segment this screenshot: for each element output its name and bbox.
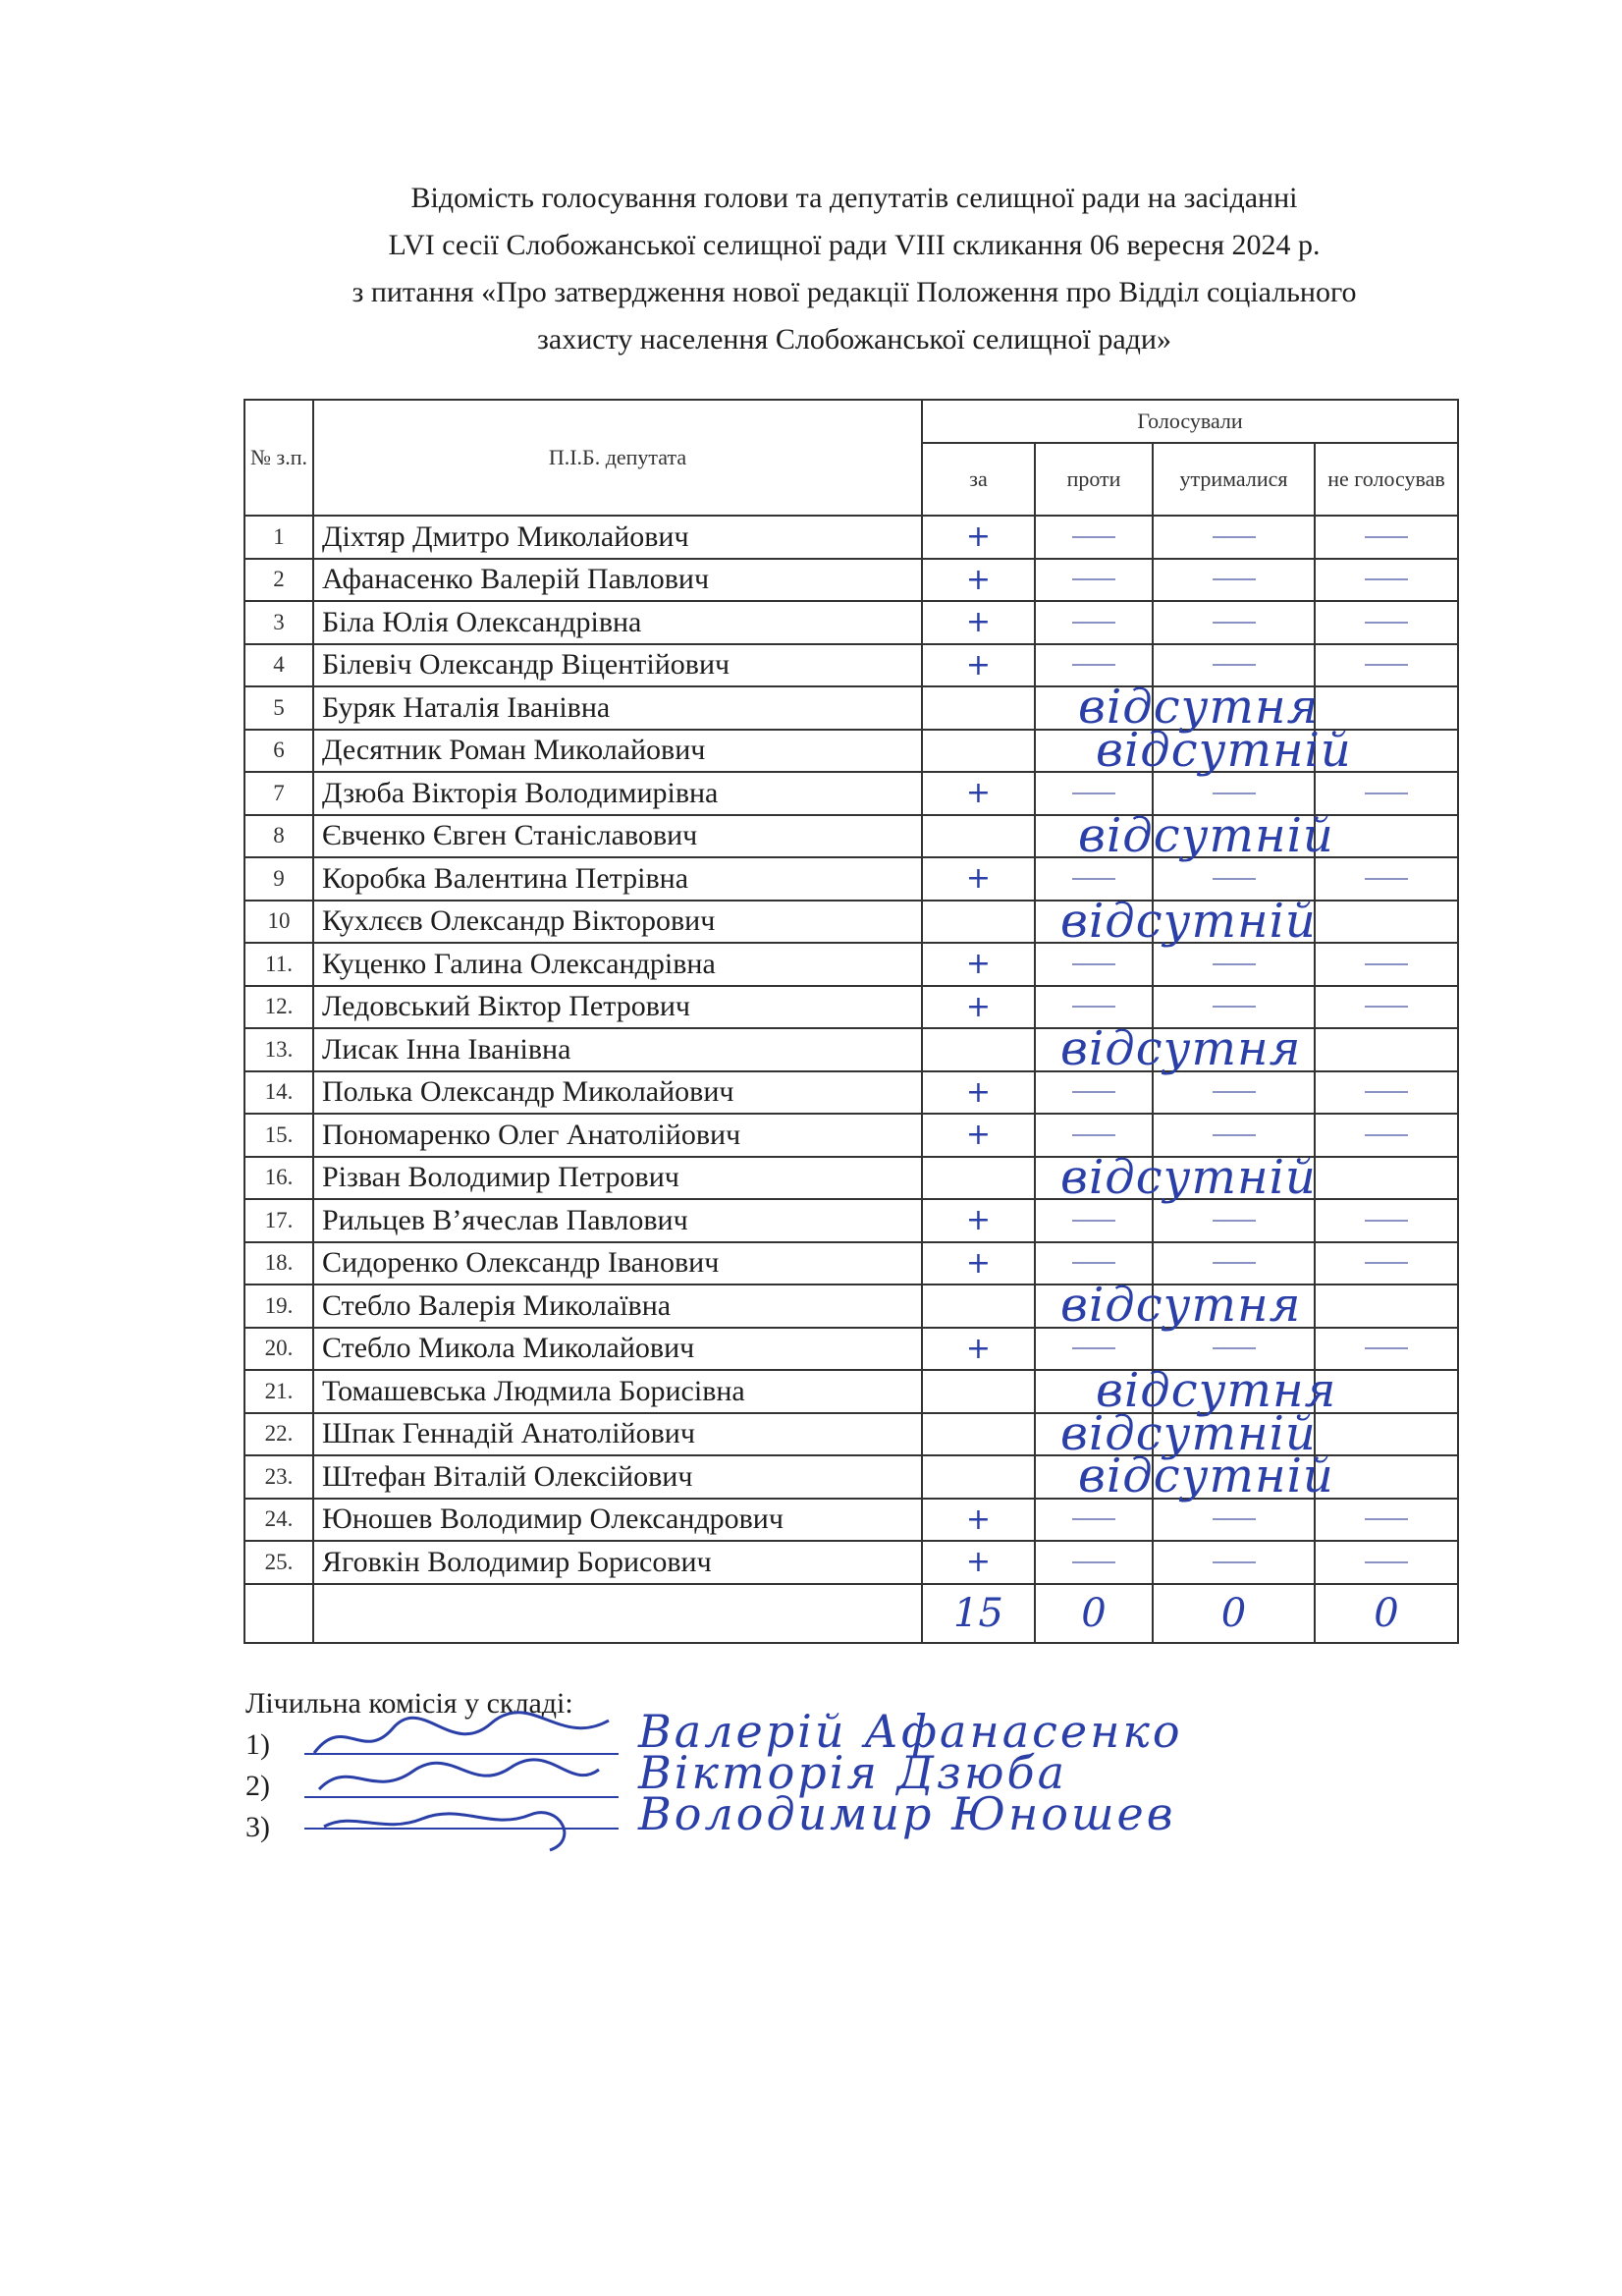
absent-handwritten-note: відсутній — [1096, 722, 1352, 778]
table-row — [244, 601, 1458, 644]
table-row — [244, 559, 1458, 602]
vote-cell-not-voted — [1315, 857, 1458, 901]
dash-mark — [1365, 1134, 1408, 1136]
deputy-name: Діхтяр Дмитро Миколайович — [313, 516, 922, 559]
vote-cell-abstained — [1153, 559, 1315, 602]
vote-cell-for — [922, 686, 1035, 730]
vote-cell-not-voted — [1315, 730, 1458, 773]
vote-cell-abstained — [1153, 1499, 1315, 1542]
vote-cell-for — [922, 1541, 1035, 1584]
vote-cell-for — [922, 1455, 1035, 1499]
vote-cell-for — [922, 601, 1035, 644]
header-abstained: утрималися — [1153, 443, 1315, 516]
vote-cell-not-voted — [1315, 1157, 1458, 1200]
dash-mark — [1365, 622, 1408, 624]
dash-mark — [1213, 1347, 1256, 1349]
vote-cell-against — [1035, 559, 1153, 602]
vote-cell-for — [922, 815, 1035, 858]
absent-handwritten-note: відсутня — [1060, 1278, 1302, 1333]
dash-mark — [1213, 1134, 1256, 1136]
voting-table — [243, 399, 1459, 1644]
vote-cell-abstained — [1153, 1114, 1315, 1157]
vote-cell-against — [1035, 772, 1153, 815]
vote-cell-not-voted — [1315, 1328, 1458, 1371]
table-row — [244, 1071, 1458, 1115]
vote-cell-for — [922, 901, 1035, 944]
table-row — [244, 644, 1458, 687]
absent-handwritten-note: відсутній — [1060, 1405, 1317, 1461]
dash-mark — [1072, 878, 1115, 880]
dash-mark — [1213, 1262, 1256, 1264]
vote-cell-abstained — [1153, 1455, 1315, 1499]
vote-cell-not-voted — [1315, 1071, 1458, 1115]
dash-mark — [1072, 1134, 1115, 1136]
table-row — [244, 1157, 1458, 1200]
row-number: 14. — [244, 1071, 313, 1115]
vote-cell-for — [922, 1370, 1035, 1413]
vote-cell-abstained — [1153, 772, 1315, 815]
vote-cell-for — [922, 986, 1035, 1029]
table-row — [244, 1370, 1458, 1413]
deputy-name: Сидоренко Олександр Іванович — [313, 1242, 922, 1285]
plus-mark: + — [965, 562, 992, 597]
table-row — [244, 1028, 1458, 1071]
table-row — [244, 772, 1458, 815]
vote-cell-against — [1035, 1413, 1153, 1456]
absent-handwritten-note: відсутній — [1060, 1149, 1317, 1205]
dash-mark — [1365, 1561, 1408, 1563]
deputy-name: Лисак Інна Іванівна — [313, 1028, 922, 1071]
plus-mark: + — [965, 1331, 992, 1366]
member-signature: Вікторія Дзюба — [638, 1746, 1068, 1799]
dash-mark — [1213, 1561, 1256, 1563]
dash-mark — [1365, 1006, 1408, 1008]
row-number: 10 — [244, 901, 313, 944]
vote-cell-not-voted — [1315, 644, 1458, 687]
row-number: 17. — [244, 1199, 313, 1242]
absent-handwritten-note: відсутній — [1078, 1449, 1334, 1503]
deputy-name: Дзюба Вікторія Володимирівна — [313, 772, 922, 815]
vote-cell-not-voted — [1315, 1199, 1458, 1242]
header-voted: Голосували — [922, 400, 1458, 443]
row-number: 6 — [244, 730, 313, 773]
dash-mark — [1365, 1091, 1408, 1093]
member-index: 3) — [245, 1811, 270, 1843]
vote-cell-for — [922, 559, 1035, 602]
table-row — [244, 901, 1458, 944]
vote-cell-against — [1035, 730, 1153, 773]
vote-cell-against — [1035, 1455, 1153, 1499]
deputy-name: Десятник Роман Миколайович — [313, 730, 922, 773]
vote-cell-not-voted — [1315, 901, 1458, 944]
deputy-name: Рильцев В’ячеслав Павлович — [313, 1199, 922, 1242]
heading-line-1: Відомість голосування голови та депутатів селищної ради на засіданні — [410, 182, 1298, 214]
deputy-name: Біла Юлія Олександрівна — [313, 601, 922, 644]
vote-cell-for — [922, 1413, 1035, 1456]
deputy-name: Стебло Валерія Миколаївна — [313, 1285, 922, 1328]
vote-cell-for — [922, 943, 1035, 986]
row-number: 1 — [244, 516, 313, 559]
dash-mark — [1072, 1220, 1115, 1222]
dash-mark — [1072, 793, 1115, 794]
table-row — [244, 1541, 1458, 1584]
vote-cell-abstained — [1153, 1285, 1315, 1328]
vote-cell-for — [922, 857, 1035, 901]
header-number: № з.п. — [244, 400, 313, 516]
total-for: 15 — [922, 1584, 1035, 1643]
deputy-name: Томашевська Людмила Борисівна — [313, 1370, 922, 1413]
dash-mark — [1072, 1091, 1115, 1093]
deputy-name: Куценко Галина Олександрівна — [313, 943, 922, 986]
header-against: проти — [1035, 443, 1153, 516]
plus-mark: + — [965, 1502, 992, 1537]
dash-mark — [1213, 536, 1256, 538]
vote-cell-against — [1035, 901, 1153, 944]
member-signature: Валерій Афанасенко — [638, 1705, 1183, 1758]
table-row — [244, 730, 1458, 773]
dash-mark — [1213, 963, 1256, 965]
vote-cell-not-voted — [1315, 943, 1458, 986]
dash-mark — [1213, 664, 1256, 666]
dash-mark — [1072, 1006, 1115, 1008]
vote-cell-against — [1035, 943, 1153, 986]
table-row — [244, 857, 1458, 901]
vote-cell-abstained — [1153, 901, 1315, 944]
vote-cell-abstained — [1153, 516, 1315, 559]
vote-cell-not-voted — [1315, 516, 1458, 559]
header-for: за — [922, 443, 1035, 516]
deputy-name: Яговкін Володимир Борисович — [313, 1541, 922, 1584]
vote-cell-not-voted — [1315, 815, 1458, 858]
vote-cell-abstained — [1153, 730, 1315, 773]
vote-cell-not-voted — [1315, 1242, 1458, 1285]
plus-mark: + — [965, 647, 992, 683]
row-number: 11. — [244, 943, 313, 986]
vote-cell-against — [1035, 1028, 1153, 1071]
plus-mark: + — [965, 519, 992, 555]
vote-cell-for — [922, 1499, 1035, 1542]
vote-cell-for — [922, 1199, 1035, 1242]
commission-member — [245, 1787, 1176, 1848]
table-row — [244, 1242, 1458, 1285]
signature-scribble — [304, 1791, 619, 1860]
member-signature: Володимир Юношев — [638, 1787, 1176, 1840]
vote-cell-against — [1035, 644, 1153, 687]
vote-cell-abstained — [1153, 986, 1315, 1029]
vote-cell-not-voted — [1315, 559, 1458, 602]
vote-cell-for — [922, 1071, 1035, 1115]
vote-cell-abstained — [1153, 1071, 1315, 1115]
deputy-name: Буряк Наталія Іванівна — [313, 686, 922, 730]
vote-cell-against — [1035, 986, 1153, 1029]
total-against: 0 — [1035, 1584, 1153, 1643]
heading-line-3: з питання «Про затвердження нової редакції Положення про Відділ соціального — [351, 276, 1357, 308]
vote-cell-against — [1035, 601, 1153, 644]
vote-cell-for — [922, 644, 1035, 687]
plus-mark: + — [965, 1118, 992, 1153]
vote-cell-against — [1035, 1071, 1153, 1115]
row-number: 4 — [244, 644, 313, 687]
plus-mark: + — [965, 1203, 992, 1238]
vote-cell-abstained — [1153, 815, 1315, 858]
vote-cell-abstained — [1153, 1028, 1315, 1071]
dash-mark — [1072, 664, 1115, 666]
deputy-name: Євченко Євген Станіславович — [313, 815, 922, 858]
dash-mark — [1365, 793, 1408, 794]
deputy-name: Шпак Геннадій Анатолійович — [313, 1413, 922, 1456]
row-number: 7 — [244, 772, 313, 815]
table-row — [244, 1328, 1458, 1371]
table-row — [244, 1199, 1458, 1242]
vote-cell-not-voted — [1315, 1028, 1458, 1071]
vote-cell-for — [922, 1285, 1035, 1328]
vote-cell-abstained — [1153, 857, 1315, 901]
dash-mark — [1365, 1518, 1408, 1520]
total-abstained: 0 — [1153, 1584, 1315, 1643]
dash-mark — [1072, 963, 1115, 965]
table-row — [244, 516, 1458, 559]
vote-cell-abstained — [1153, 1328, 1315, 1371]
dash-mark — [1213, 1518, 1256, 1520]
deputy-name: Пономаренко Олег Анатолійович — [313, 1114, 922, 1157]
row-number: 16. — [244, 1157, 313, 1200]
vote-cell-not-voted — [1315, 601, 1458, 644]
vote-cell-against — [1035, 1499, 1153, 1542]
row-number: 5 — [244, 686, 313, 730]
plus-mark: + — [965, 989, 992, 1024]
dash-mark — [1072, 1561, 1115, 1563]
dash-mark — [1365, 1262, 1408, 1264]
vote-cell-not-voted — [1315, 1455, 1458, 1499]
vote-cell-against — [1035, 1328, 1153, 1371]
dash-mark — [1072, 1347, 1115, 1349]
vote-cell-abstained — [1153, 1157, 1315, 1200]
vote-cell-not-voted — [1315, 1499, 1458, 1542]
table-row — [244, 686, 1458, 730]
member-index: 1) — [245, 1728, 270, 1761]
vote-cell-not-voted — [1315, 772, 1458, 815]
deputy-name: Юношев Володимир Олександрович — [313, 1499, 922, 1542]
deputy-name: Афанасенко Валерій Павлович — [313, 559, 922, 602]
vote-cell-for — [922, 1157, 1035, 1200]
plus-mark: + — [965, 1245, 992, 1281]
table-row — [244, 943, 1458, 986]
document-heading — [245, 175, 1463, 363]
vote-cell-against — [1035, 815, 1153, 858]
deputy-name: Різван Володимир Петрович — [313, 1157, 922, 1200]
dash-mark — [1213, 1220, 1256, 1222]
dash-mark — [1213, 878, 1256, 880]
table-body — [244, 516, 1458, 1584]
vote-cell-not-voted — [1315, 1285, 1458, 1328]
plus-mark: + — [965, 776, 992, 811]
row-number: 3 — [244, 601, 313, 644]
deputy-name: Кухлєєв Олександр Вікторович — [313, 901, 922, 944]
commission-label: Лічильна комісія у складі: — [245, 1687, 573, 1720]
dash-mark — [1365, 878, 1408, 880]
heading-line-4: захисту населення Слобожанської селищної ради» — [537, 323, 1171, 355]
vote-cell-against — [1035, 1157, 1153, 1200]
dash-mark — [1072, 536, 1115, 538]
vote-cell-abstained — [1153, 686, 1315, 730]
dash-mark — [1213, 622, 1256, 624]
table-row — [244, 986, 1458, 1029]
row-number: 15. — [244, 1114, 313, 1157]
vote-cell-for — [922, 1242, 1035, 1285]
row-number: 21. — [244, 1370, 313, 1413]
dash-mark — [1072, 1262, 1115, 1264]
vote-cell-against — [1035, 857, 1153, 901]
table-row — [244, 1114, 1458, 1157]
vote-cell-for — [922, 1328, 1035, 1371]
row-number: 20. — [244, 1328, 313, 1371]
vote-cell-abstained — [1153, 1413, 1315, 1456]
deputy-name: Ледовський Віктор Петрович — [313, 986, 922, 1029]
row-number: 2 — [244, 559, 313, 602]
deputy-name: Стебло Микола Миколайович — [313, 1328, 922, 1371]
vote-cell-for — [922, 1114, 1035, 1157]
dash-mark — [1365, 578, 1408, 580]
plus-mark: + — [965, 947, 992, 982]
absent-handwritten-note: відсутній — [1078, 807, 1334, 863]
deputy-name: Коробка Валентина Петрівна — [313, 857, 922, 901]
vote-cell-for — [922, 516, 1035, 559]
vote-cell-against — [1035, 1285, 1153, 1328]
vote-cell-for — [922, 1028, 1035, 1071]
vote-cell-against — [1035, 1242, 1153, 1285]
deputy-name: Полька Олександр Миколайович — [313, 1071, 922, 1115]
row-number: 8 — [244, 815, 313, 858]
row-number: 22. — [244, 1413, 313, 1456]
header-deputy-name: П.І.Б. депутата — [313, 400, 922, 516]
absent-handwritten-note: відсутній — [1060, 893, 1317, 949]
deputy-name: Білевіч Олександр Віцентійович — [313, 644, 922, 687]
table-row — [244, 1285, 1458, 1328]
dash-mark — [1365, 536, 1408, 538]
vote-cell-not-voted — [1315, 986, 1458, 1029]
plus-mark: + — [965, 861, 992, 897]
dash-mark — [1072, 578, 1115, 580]
row-number: 19. — [244, 1285, 313, 1328]
vote-cell-against — [1035, 686, 1153, 730]
vote-cell-not-voted — [1315, 1114, 1458, 1157]
row-number: 24. — [244, 1499, 313, 1542]
vote-cell-abstained — [1153, 1370, 1315, 1413]
member-index: 2) — [245, 1770, 270, 1802]
dash-mark — [1365, 1347, 1408, 1349]
dash-mark — [1213, 1006, 1256, 1008]
vote-cell-abstained — [1153, 1541, 1315, 1584]
vote-cell-not-voted — [1315, 686, 1458, 730]
plus-mark: + — [965, 605, 992, 640]
vote-cell-for — [922, 772, 1035, 815]
row-number: 9 — [244, 857, 313, 901]
vote-cell-for — [922, 730, 1035, 773]
vote-cell-against — [1035, 1199, 1153, 1242]
vote-cell-not-voted — [1315, 1370, 1458, 1413]
plus-mark: + — [965, 1074, 992, 1110]
heading-line-2: LVI сесії Слобожанської селищної ради VIII скликання 06 вересня 2024 р. — [388, 229, 1321, 261]
vote-cell-against — [1035, 1114, 1153, 1157]
vote-cell-not-voted — [1315, 1541, 1458, 1584]
vote-cell-abstained — [1153, 1199, 1315, 1242]
header-not-voted: не голосував — [1315, 443, 1458, 516]
vote-cell-not-voted — [1315, 1413, 1458, 1456]
vote-cell-against — [1035, 1541, 1153, 1584]
vote-cell-abstained — [1153, 943, 1315, 986]
row-number: 12. — [244, 986, 313, 1029]
counting-commission — [245, 1683, 1183, 1848]
absent-handwritten-note: відсутня — [1060, 1021, 1302, 1076]
vote-cell-against — [1035, 516, 1153, 559]
absent-handwritten-note: відсутня — [1096, 1363, 1337, 1418]
dash-mark — [1213, 1091, 1256, 1093]
row-number: 13. — [244, 1028, 313, 1071]
deputy-name: Штефан Віталій Олексійович — [313, 1455, 922, 1499]
vote-cell-against — [1035, 1370, 1153, 1413]
absent-handwritten-note: відсутня — [1078, 680, 1320, 735]
total-not-voted: 0 — [1315, 1584, 1458, 1643]
row-number: 23. — [244, 1455, 313, 1499]
table-row — [244, 815, 1458, 858]
row-number: 25. — [244, 1541, 313, 1584]
vote-cell-abstained — [1153, 1242, 1315, 1285]
dash-mark — [1213, 793, 1256, 794]
vote-cell-abstained — [1153, 644, 1315, 687]
table-row — [244, 1455, 1458, 1499]
dash-mark — [1365, 1220, 1408, 1222]
table-row — [244, 1499, 1458, 1542]
dash-mark — [1365, 664, 1408, 666]
dash-mark — [1072, 622, 1115, 624]
vote-cell-abstained — [1153, 601, 1315, 644]
dash-mark — [1365, 963, 1408, 965]
dash-mark — [1213, 578, 1256, 580]
table-row — [244, 1413, 1458, 1456]
dash-mark — [1072, 1518, 1115, 1520]
totals-row — [244, 1584, 1458, 1643]
plus-mark: + — [965, 1545, 992, 1580]
row-number: 18. — [244, 1242, 313, 1285]
